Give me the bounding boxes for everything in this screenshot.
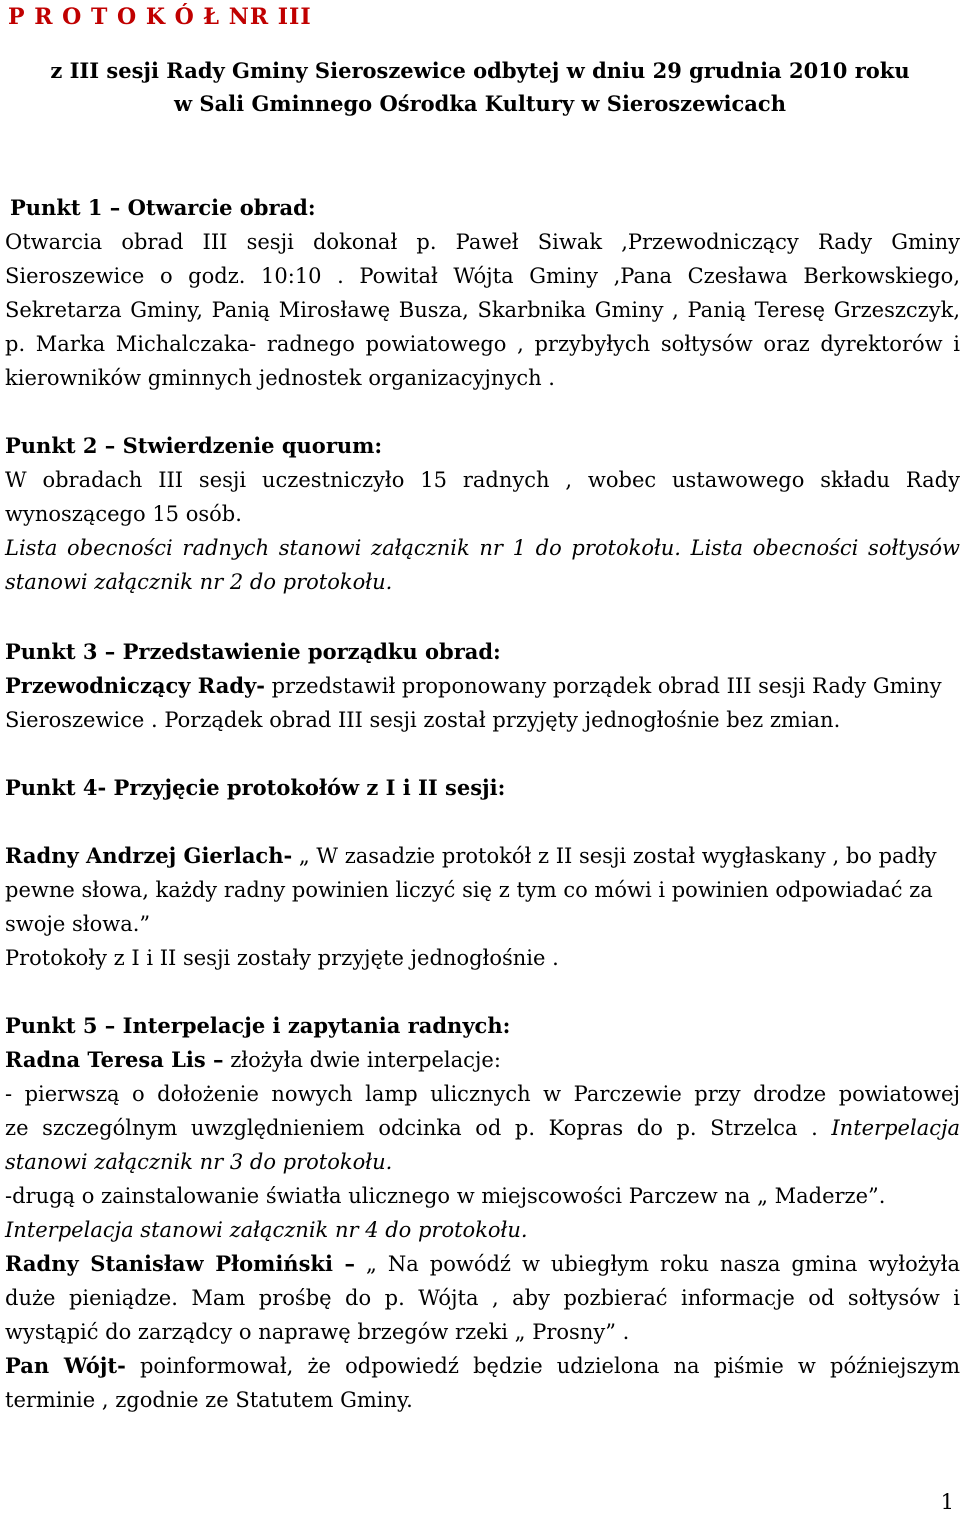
section-2-attendance-note: stanowi załącznik nr 2 do protokołu.: [5, 570, 393, 594]
section-5-line: - pierwszą o dołożenie nowych lamp ulicznych w Parczewie przy drodze powiatowej: [5, 1082, 960, 1106]
speaker-name: Radna Teresa Lis –: [5, 1047, 224, 1072]
section-1-line: Sekretarza Gminy, Panią Mirosławę Busza, Skarbnika Gminy , Panią Teresę Grzeszczyk,: [5, 298, 960, 322]
subtitle-line-1: z III sesji Rady Gminy Sieroszewice odbytej w dniu 29 grudnia 2010 roku: [50, 58, 910, 83]
section-4-line: pewne słowa, każdy radny powinien liczyć się z tym co mówi i powinien odpowiadać za: [5, 878, 933, 902]
speaker-statement: złożyła dwie interpelacje:: [223, 1048, 501, 1072]
section-5-line: [5, 1352, 960, 1380]
section-5-line: [5, 1046, 960, 1074]
section-2-attendance-note: Lista obecności radnych stanowi załącznik nr 1 do protokołu. Lista obecności sołtysów: [5, 536, 960, 560]
section-5-text: ze szczególnym uwzględnieniem odcinka od p. Kopras do p. Strzelca .: [5, 1116, 832, 1140]
section-4-line: [5, 842, 960, 870]
section-5-line: -drugą o zainstalowanie światła ulicznego w miejscowości Parczew na „ Maderze”.: [5, 1184, 886, 1208]
speaker-statement: „ Na powódź w ubiegłym roku nasza gmina wyłożyła: [366, 1252, 960, 1276]
subtitle-line-2: w Sali Gminnego Ośrodka Kultury w Sieroszewicach: [174, 91, 786, 116]
section-3-heading: Punkt 3 – Przedstawienie porządku obrad:: [5, 639, 501, 664]
section-1-line: p. Marka Michalczaka- radnego powiatowego , przybyłych sołtysów oraz dyrektorów i: [5, 332, 960, 356]
section-5-line: duże pieniądze. Mam prośbę do p. Wójta , aby pozbierać informacje od sołtysów i: [5, 1286, 960, 1310]
section-5-line: wystąpić do zarządcy o naprawę brzegów rzeki „ Prosny” .: [5, 1320, 630, 1344]
section-2-heading: Punkt 2 – Stwierdzenie quorum:: [5, 433, 383, 458]
speaker-name: Radny Stanisław Płomiński –: [5, 1251, 356, 1276]
section-1-heading: Punkt 1 – Otwarcie obrad:: [10, 195, 316, 220]
section-2-line: W obradach III sesji uczestniczyło 15 radnych , wobec ustawowego składu Rady: [5, 468, 960, 492]
interpelation-note: stanowi załącznik nr 3 do protokołu.: [5, 1150, 393, 1174]
speaker-name: Radny Andrzej Gierlach-: [5, 843, 293, 868]
section-1-line: Sieroszewice o godz. 10:10 . Powitał Wójta Gminy ,Pana Czesława Berkowskiego,: [5, 264, 960, 288]
section-1-line: Otwarcia obrad III sesji dokonał p. Paweł Siwak ,Przewodniczący Rady Gminy: [5, 230, 960, 254]
interpelation-note: Interpelacja stanowi załącznik nr 4 do protokołu.: [5, 1218, 528, 1242]
section-3-line: Sieroszewice . Porządek obrad III sesji został przyjęty jednogłośnie bez zmian.: [5, 708, 841, 732]
section-3-line: [5, 672, 960, 700]
section-4-heading: Punkt 4- Przyjęcie protokołów z I i II sesji:: [5, 775, 506, 800]
section-5-heading: Punkt 5 – Interpelacje i zapytania radnych:: [5, 1013, 511, 1038]
section-5-line: [5, 1114, 960, 1142]
section-5-line: terminie , zgodnie ze Statutem Gminy.: [5, 1388, 413, 1412]
interpelation-note: Interpelacja: [831, 1116, 960, 1140]
speaker-statement: „ W zasadzie protokół z II sesji został wygłaskany , bo padły: [292, 844, 937, 868]
speaker-name: Pan Wójt-: [5, 1353, 126, 1378]
speaker-statement: poinformował, że odpowiedź będzie udzielona na piśmie w późniejszym: [125, 1354, 960, 1378]
section-2-line: wynoszącego 15 osób.: [5, 502, 242, 526]
section-4-line: Protokoły z I i II sesji zostały przyjęte jednogłośnie .: [5, 946, 559, 970]
section-1-line: kierowników gminnych jednostek organizacyjnych .: [5, 366, 555, 390]
page-number: 1: [940, 1490, 954, 1514]
section-5-line: [5, 1250, 960, 1278]
document-title: P R O T O K Ó Ł NR III: [8, 4, 312, 30]
section-4-line: swoje słowa.”: [5, 912, 151, 936]
speaker-statement: przedstawił proponowany porządek obrad III sesji Rady Gminy: [264, 674, 942, 698]
speaker-name: Przewodniczący Rady-: [5, 673, 265, 698]
